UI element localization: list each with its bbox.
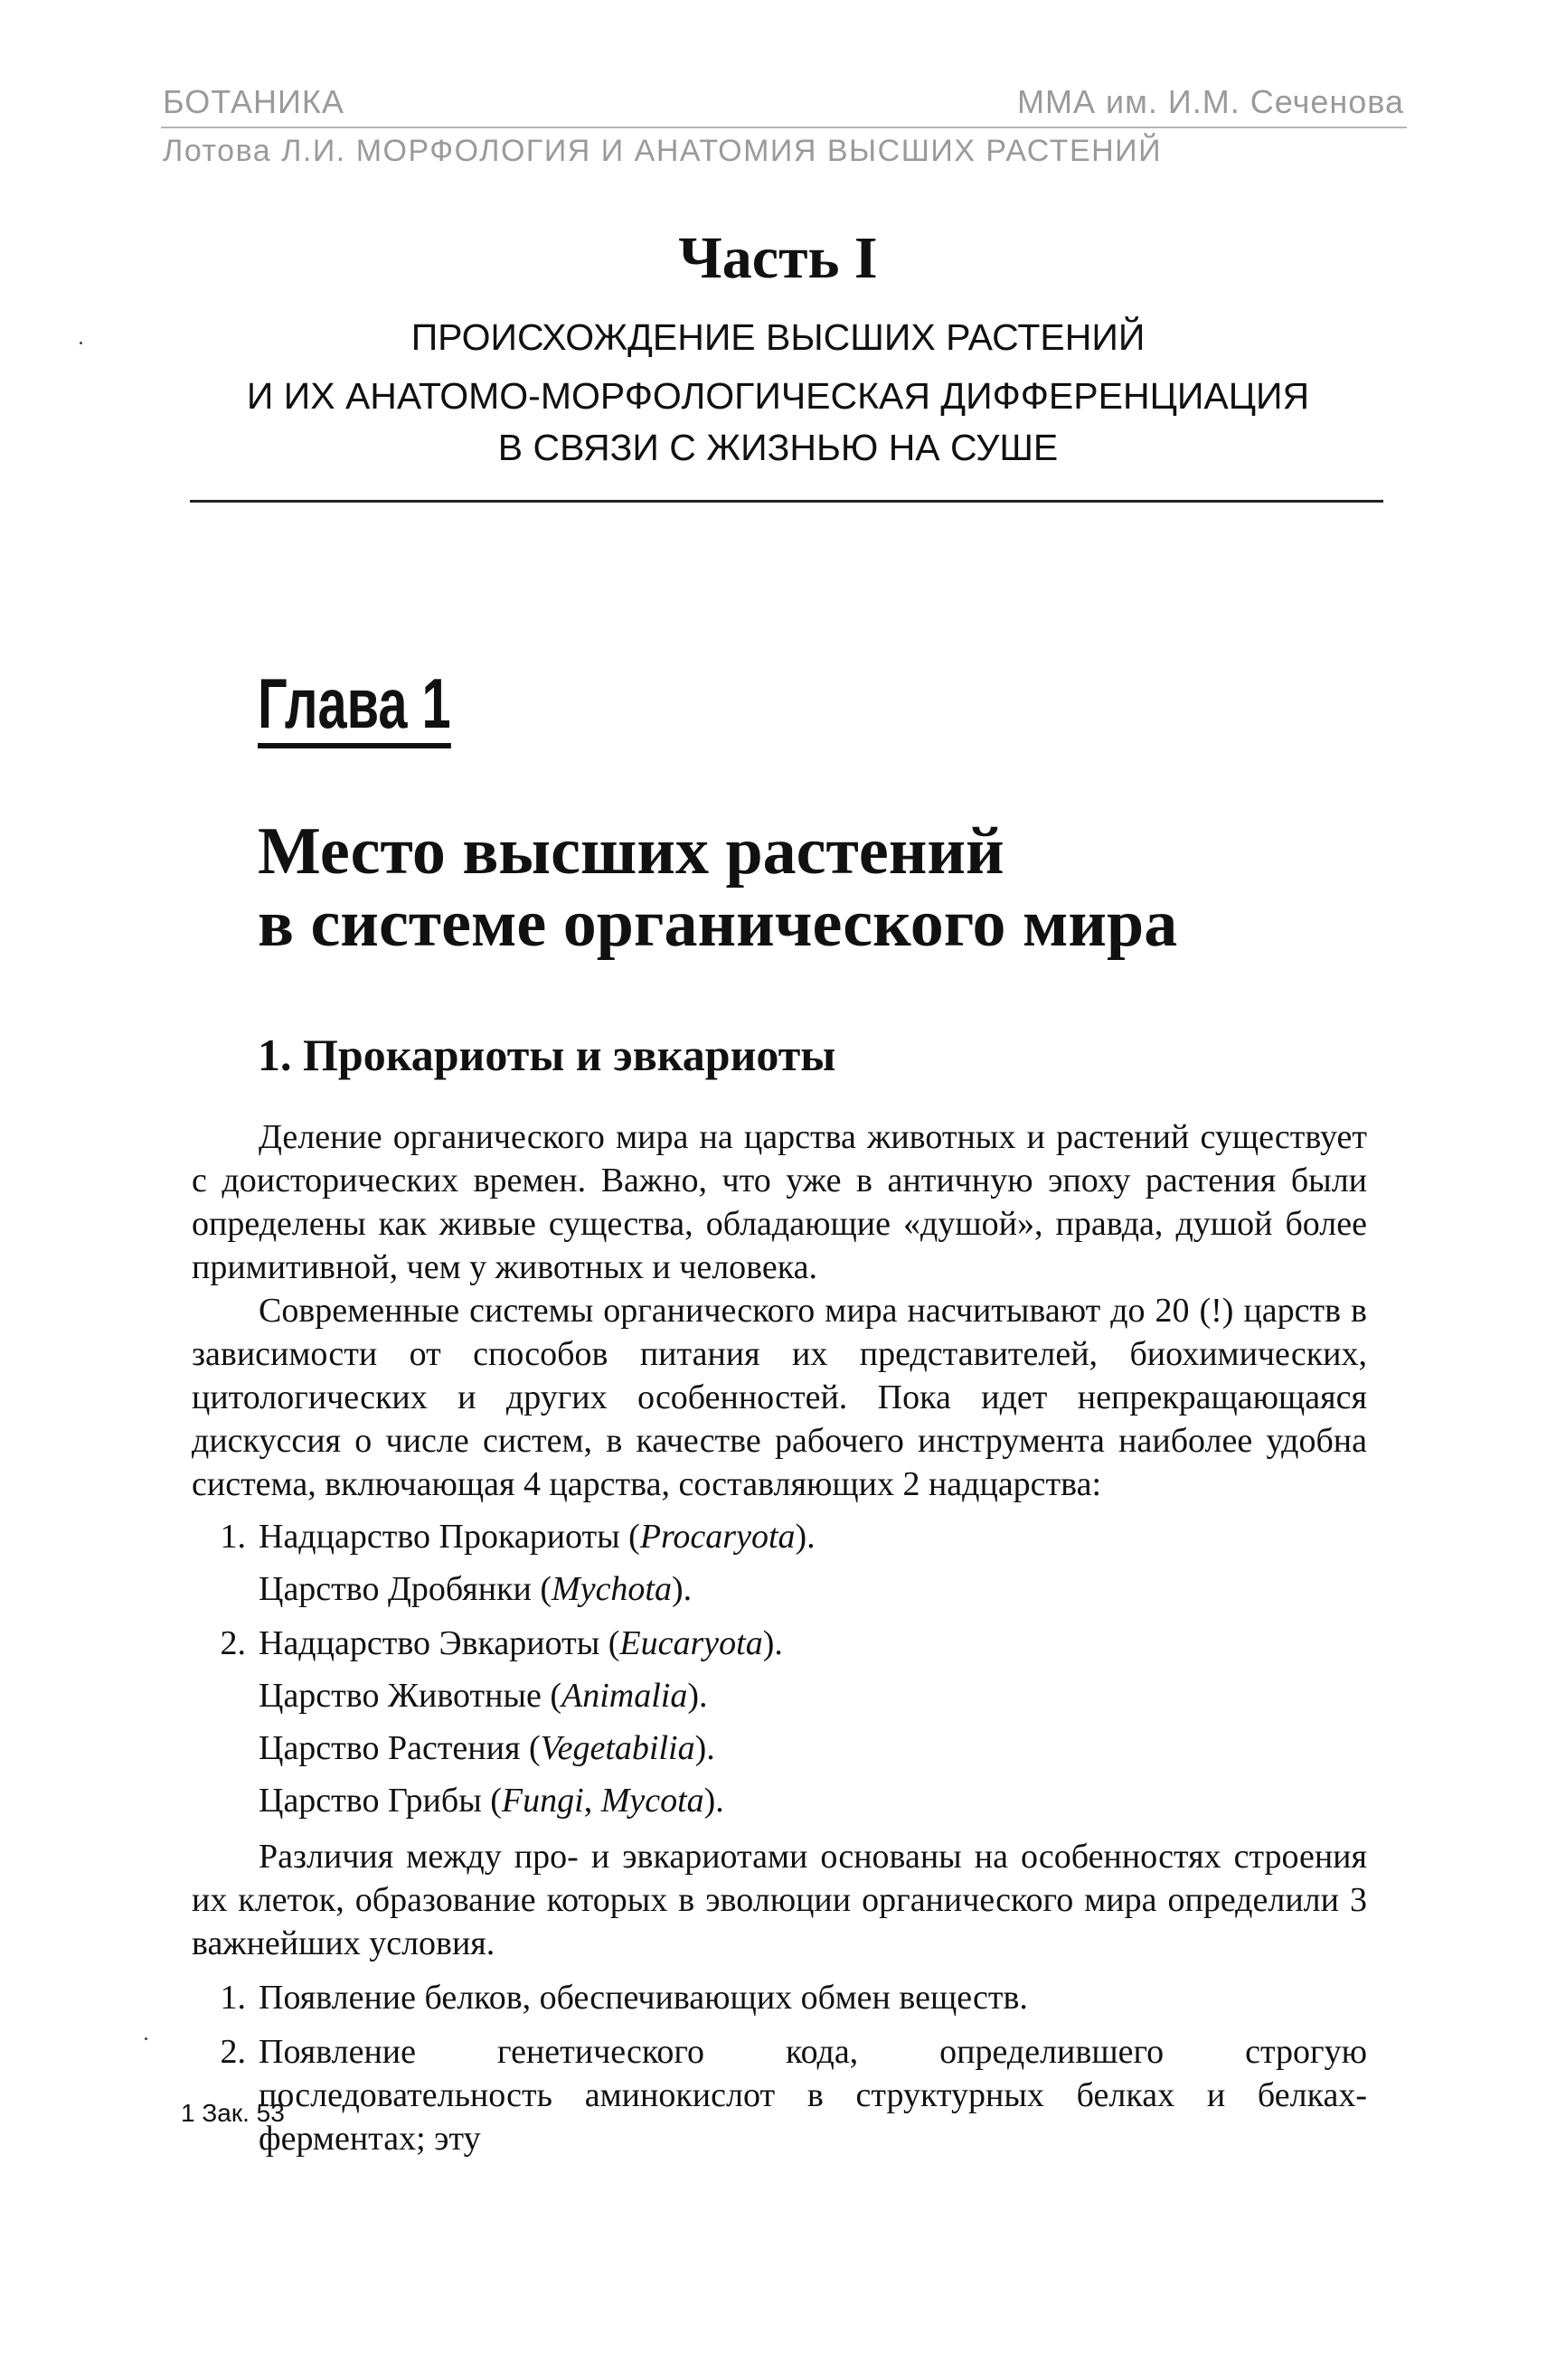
header-institution: ММА им. И.М. Сеченова xyxy=(1017,83,1404,120)
scan-speck xyxy=(145,2037,147,2040)
scan-speck xyxy=(80,342,82,344)
paragraph: Различия между про- и эвкариотами основаны на особенностях строения их клеток, образование которых в эволюции органического мира определили 3 важнейших условия. xyxy=(192,1838,1367,1962)
paragraph: Деление органического мира на царства животных и растений существует с доисторических времен. Важно, что уже в античную эпоху растения были определены как живые существа, обладающие «душой», правда, душой более примитивной, чем у животных и человека. xyxy=(192,1118,1367,1286)
list-subitem: Царство Грибы (Fungi, Mycota). xyxy=(259,1782,724,1820)
section-title: 1. Прокариоты и эвкариоты xyxy=(258,1030,836,1080)
header-divider xyxy=(161,127,1407,128)
list-number: 1. xyxy=(220,1518,246,1556)
list-subitem: Царство Дробянки (Mychota). xyxy=(259,1570,693,1608)
part-subtitle-line: В СВЯЗИ С ЖИЗНЬЮ НА СУШЕ xyxy=(497,427,1059,468)
chapter-label: Глава 1 xyxy=(258,667,451,748)
list-subitem: Царство Растения (Vegetabilia). xyxy=(259,1729,715,1767)
part-subtitle-line: ПРОИСХОЖДЕНИЕ ВЫСШИХ РАСТЕНИЙ xyxy=(410,316,1146,358)
list-number: 2. xyxy=(220,2033,246,2071)
list-item: 2. Надцарство Эвкариоты (Eucaryota). xyxy=(192,1622,1367,1665)
chapter-title-line: Место высших растений xyxy=(258,814,1004,889)
list-text: Появление белков, обеспечивающих обмен веществ. xyxy=(259,1979,1028,2017)
paragraph: Современные системы органического мира насчитывают до 20 (!) царств в зависимости от способов питания их представителей, биохимических, цитологических и других особенностей. Пока идет непрекращающаяся дискуссия о числе систем, в качестве рабочего инструмента наиболее удобна система, включающая 4 царства, составляющих 2 надцарства: xyxy=(192,1292,1367,1503)
list-number: 2. xyxy=(220,1624,246,1662)
list-item xyxy=(192,1976,1367,2019)
header-book-title: Лотова Л.И. МОРФОЛОГИЯ И АНАТОМИЯ ВЫСШИХ РАСТЕНИЙ xyxy=(163,134,1163,168)
list-item: 1. Надцарство Прокариоты (Procaryota). xyxy=(192,1515,1367,1558)
list-number: 1. xyxy=(220,1979,246,2017)
list-item xyxy=(192,2030,1367,2160)
part-title: Часть I xyxy=(678,225,878,291)
part-subtitle-line: И ИХ АНАТОМО-МОРФОЛОГИЧЕСКАЯ ДИФФЕРЕНЦИАЦИЯ xyxy=(246,375,1310,417)
chapter-title-line: в системе органического мира xyxy=(258,887,1178,961)
list-text: Появление генетического кода, определившего строгую последовательность аминокислот в структурных белках и белках-ферментах; эту xyxy=(259,2033,1367,2158)
part-divider xyxy=(190,500,1383,503)
body-text xyxy=(192,1115,1367,2160)
header-subject: БОТАНИКА xyxy=(163,83,344,120)
signature-mark: 1 Зак. 53 xyxy=(181,2099,285,2127)
list-subitem: Царство Животные (Animalia). xyxy=(259,1677,708,1715)
